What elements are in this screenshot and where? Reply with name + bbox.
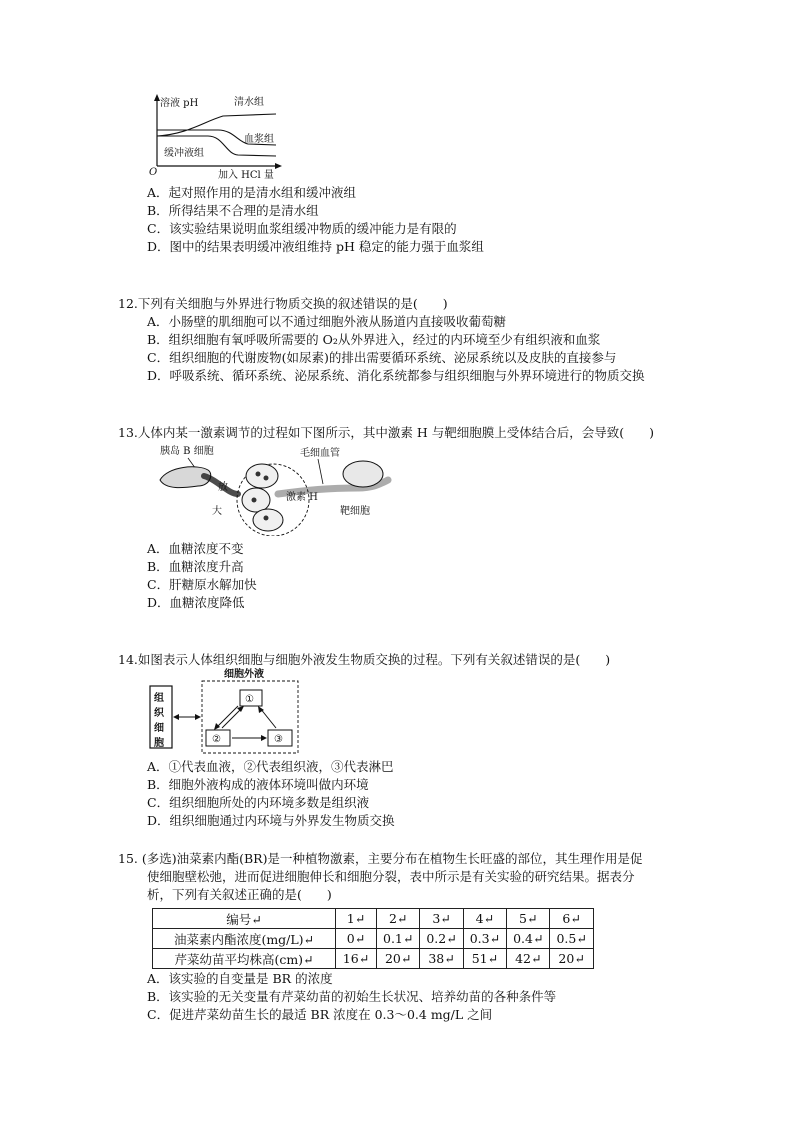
q14-option-b: B．细胞外液构成的液体环境叫做内环境 [147,777,369,792]
enlarge-label-1: 放 [218,482,228,493]
q13-stem: 13.人体内某一激素调节的过程如下图所示，其中激素 H 与靶细胞膜上受体结合后，会导致( ) [118,425,654,440]
q14-option-c: C．组织细胞所处的内环境多数是组织液 [147,795,370,810]
table-cell: 0.4↵ [507,929,550,949]
cell-top [246,464,278,488]
q14-option-d: D．组织细胞通过内环境与外界发生物质交换 [147,813,395,828]
q12-option-a: A．小肠壁的肌细胞可以不通过细胞外液从肠道内直接吸收葡萄糖 [147,314,507,329]
arrow-3-to-1 [260,708,276,728]
arrow-head [261,735,267,741]
table-cell: 38↵ [420,949,463,969]
enlarge-label-2: 大 [212,506,222,517]
y-axis-label: 溶液 pH [160,98,199,109]
exchange-figure [146,666,306,756]
arrow-head [214,723,220,730]
x-axis-arrow [275,163,282,169]
table-cell: 油菜素内酯浓度(mg/L)↵ [153,929,336,949]
tissue-char-1: 组 [154,693,164,704]
tissue-char-2: 织 [154,708,164,719]
q12-stem: 12.下列有关细胞与外界进行物质交换的叙述错误的是( ) [118,296,448,311]
tissue-char-3: 细 [154,723,164,734]
q15-stem-line-3: 析，下列有关叙述正确的是( ) [147,887,332,902]
q15-option-a: A．该实验的自变量是 BR 的浓度 [147,971,333,986]
exchange-arrow-right [195,714,201,720]
table-cell: 5↵ [507,909,550,929]
granule [256,472,261,477]
table-row [153,929,594,949]
q11-option-d: D．图中的结果表明缓冲液组维持 pH 稳定的能力强于血浆组 [147,239,484,254]
table-row [153,949,594,969]
table-cell: 2↵ [377,909,420,929]
q15-stem-line-2: 使细胞壁松弛，进而促进细胞伸长和细胞分裂，表中所示是有关实验的研究结果。据表分 [147,869,635,884]
q13-option-c: C．肝糖原水解加快 [147,577,257,592]
exchange-arrow-left [173,714,179,720]
table-cell: 1↵ [336,909,377,929]
table-cell: 6↵ [550,909,593,929]
origin-label: O [149,167,158,178]
arrow-2-to-1 [222,708,242,728]
extracellular-label: 细胞外液 [224,669,264,680]
q12-option-c: C．组织细胞的代谢废物(如尿素)的排出需要循环系统、泌尿系统以及皮肤的直接参与 [147,350,617,365]
table-cell: 16↵ [336,949,377,969]
br-results-table [152,908,594,969]
table-cell: 芹菜幼苗平均株高(cm)↵ [153,949,336,969]
table-cell: 0↵ [336,929,377,949]
plasma-label: 血浆组 [244,134,274,145]
q13-option-b: B．血糖浓度升高 [147,559,244,574]
q12-option-d: D．呼吸系统、循环系统、泌尿系统、消化系统都参与组织细胞与外界环境进行的物质交换 [147,368,645,383]
water-curve [157,114,276,136]
q12-option-b: B．组织细胞有氧呼吸所需要的 O₂从外界进入，经过的内环境至少有组织液和血浆 [147,332,601,347]
ph-curve-figure [148,92,288,182]
tissue-char-4: 胞 [154,738,164,749]
table-cell: 0.2↵ [420,929,463,949]
q14-stem: 14.如图表示人体组织细胞与细胞外液发生物质交换的过程。下列有关叙述错误的是( ) [118,652,611,667]
target-cell-label: 靶细胞 [340,506,370,517]
table-row [153,909,594,929]
label-3: ③ [274,734,283,745]
q15-stem-line-1: 15. (多选)油菜素内酯(BR)是一种植物激素，主要分布在植物生长旺盛的部位，其生理作用是促 [118,851,643,866]
islet-b-cell-label: 胰岛 B 细胞 [160,446,214,457]
arrow-1-to-2 [216,706,238,728]
q14-option-a: A．①代表血液，②代表组织液，③代表淋巴 [147,759,394,774]
q15-option-b: B．该实验的无关变量有芹菜幼苗的初始生长状况、培养幼苗的各种条件等 [147,989,557,1004]
table-cell: 4↵ [463,909,506,929]
q11-option-a: A．起对照作用的是清水组和缓冲液组 [147,185,357,200]
water-label: 清水组 [234,97,264,108]
label-2: ② [212,734,221,745]
q15-option-c: C．促进芹菜幼苗生长的最适 BR 浓度在 0.3～0.4 mg/L 之间 [147,1007,493,1022]
table-cell: 20↵ [550,949,593,969]
hormone-figure [158,444,398,536]
table-cell: 51↵ [463,949,506,969]
q13-option-a: A．血糖浓度不变 [147,541,244,556]
granule [264,516,269,521]
capillary-pointer [318,459,323,484]
q13-option-d: D．血糖浓度降低 [147,595,245,610]
q11-option-b: B．所得结果不合理的是清水组 [147,203,319,218]
table-cell: 42↵ [507,949,550,969]
arrow-head [237,706,244,712]
buffer-label: 缓冲液组 [164,148,204,159]
x-axis-label: 加入 HCl 量 [218,170,274,181]
target-cell [343,461,383,487]
table-cell: 0.1↵ [377,929,420,949]
capillary-label: 毛细血管 [300,448,340,459]
q11-option-c: C．该实验结果说明血浆组缓冲物质的缓冲能力是有限的 [147,221,457,236]
table-cell: 0.3↵ [463,929,506,949]
label-1: ① [245,694,254,705]
table-cell: 3↵ [420,909,463,929]
table-cell: 0.5↵ [550,929,593,949]
hormone-label: 激素 H [286,492,318,503]
cell-bottom [253,509,283,531]
table-cell: 20↵ [377,949,420,969]
granule [264,476,269,481]
granule [252,498,257,503]
table-cell: 编号↵ [153,909,336,929]
